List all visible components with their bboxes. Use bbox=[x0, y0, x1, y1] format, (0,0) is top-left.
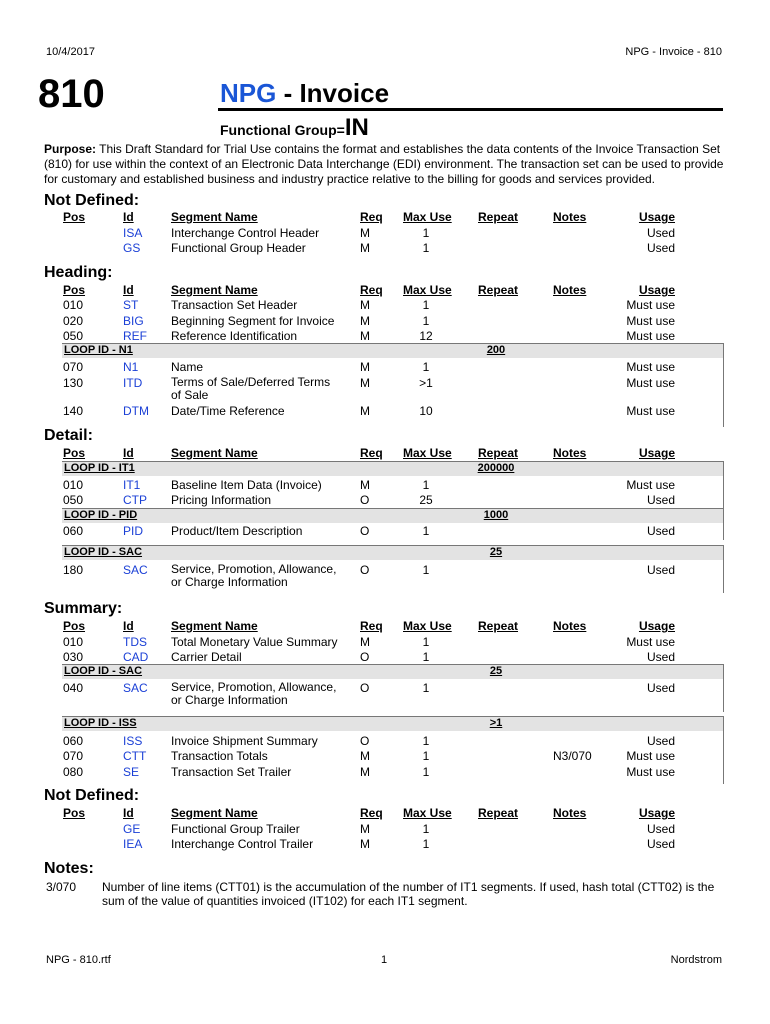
column-header-pos: Pos bbox=[63, 210, 86, 224]
loop-repeat: 25 bbox=[489, 665, 503, 677]
column-header-id: Id bbox=[123, 446, 134, 460]
segment-row bbox=[0, 822, 770, 838]
segment-row bbox=[0, 360, 770, 376]
loop-id: LOOP ID - ISS bbox=[64, 717, 137, 729]
column-header-req: Req bbox=[360, 283, 383, 297]
segment-name: Interchange Control Header bbox=[171, 226, 320, 240]
functional-group bbox=[220, 114, 369, 142]
notes-title: Notes: bbox=[44, 860, 94, 877]
loop-id: LOOP ID - IT1 bbox=[64, 462, 135, 474]
column-header-repeat: Repeat bbox=[478, 210, 519, 224]
segment-usage: Must use bbox=[626, 765, 675, 779]
segment-pos: 130 bbox=[63, 376, 84, 390]
segment-name: Total Monetary Value Summary bbox=[171, 635, 338, 649]
segment-name: Service, Promotion, Allowance, or Charge Information bbox=[171, 680, 337, 707]
functional-group-label: Functional Group= bbox=[220, 122, 345, 138]
purpose-text: This Draft Standard for Trial Use contains the format and establishes the data contents of the Invoice Transaction Set (810) for use within the context of an Electronic Data Interchange (EDI) environment. The transaction set can be used to provide for customary and established business and industry practice relative to the billing for goods and services provided. bbox=[44, 142, 724, 186]
column-header-name: Segment Name bbox=[171, 446, 258, 460]
segment-pos: 140 bbox=[63, 404, 84, 418]
segment-row bbox=[0, 680, 770, 707]
segment-req: M bbox=[360, 226, 370, 240]
section-title: Detail: bbox=[44, 427, 93, 444]
segment-name: Service, Promotion, Allowance, or Charge Information bbox=[171, 562, 337, 589]
column-header-repeat: Repeat bbox=[478, 283, 519, 297]
transaction-code: 810 bbox=[38, 72, 105, 116]
loop-header bbox=[62, 716, 724, 731]
segment-req: O bbox=[360, 563, 370, 577]
column-header-notes: Notes bbox=[553, 619, 587, 633]
loop-header bbox=[62, 508, 724, 523]
segment-pos: 010 bbox=[63, 478, 84, 492]
column-header-id: Id bbox=[123, 283, 134, 297]
segment-id-link[interactable]: ST bbox=[123, 298, 139, 312]
segment-row bbox=[0, 241, 770, 257]
segment-max-use: 1 bbox=[422, 478, 430, 492]
loop-id: LOOP ID - SAC bbox=[64, 665, 143, 677]
loop-header bbox=[62, 664, 724, 679]
loop-repeat: 25 bbox=[489, 546, 503, 558]
segment-pos: 070 bbox=[63, 749, 84, 763]
segment-id-link[interactable]: ISS bbox=[123, 734, 143, 748]
column-header-usage: Usage bbox=[638, 210, 675, 224]
segment-max-use: 1 bbox=[422, 837, 430, 851]
segment-max-use: >1 bbox=[419, 376, 433, 390]
segment-max-use: 1 bbox=[422, 822, 430, 836]
segment-name: Baseline Item Data (Invoice) bbox=[171, 478, 322, 492]
loop-repeat: 1000 bbox=[483, 509, 509, 521]
header-date: 10/4/2017 bbox=[46, 46, 95, 58]
column-header-max: Max Use bbox=[403, 446, 452, 460]
segment-id-link[interactable]: ISA bbox=[123, 226, 143, 240]
segment-max-use: 1 bbox=[422, 241, 430, 255]
segment-req: M bbox=[360, 298, 370, 312]
segment-max-use: 1 bbox=[422, 650, 430, 664]
segment-req: O bbox=[360, 524, 370, 538]
footer-page-number: 1 bbox=[381, 954, 388, 966]
segment-id-link[interactable]: BIG bbox=[123, 314, 144, 328]
segment-req: M bbox=[360, 241, 370, 255]
segment-max-use: 10 bbox=[419, 404, 433, 418]
segment-row bbox=[0, 749, 770, 765]
brand-name: NPG bbox=[220, 78, 277, 108]
segment-name: Name bbox=[171, 360, 204, 374]
segment-max-use: 12 bbox=[419, 329, 433, 343]
column-header-pos: Pos bbox=[63, 283, 86, 297]
column-header-usage: Usage bbox=[638, 283, 675, 297]
loop-repeat: >1 bbox=[489, 717, 503, 729]
loop-header bbox=[62, 343, 724, 358]
loop-repeat: 200000 bbox=[477, 462, 515, 474]
segment-req: O bbox=[360, 493, 370, 507]
title-divider bbox=[218, 108, 723, 111]
segment-name: Transaction Totals bbox=[171, 749, 268, 763]
segment-max-use: 1 bbox=[422, 765, 430, 779]
segment-name: Functional Group Header bbox=[171, 241, 306, 255]
segment-req: M bbox=[360, 822, 370, 836]
column-header-usage: Usage bbox=[638, 806, 675, 820]
column-header-req: Req bbox=[360, 210, 383, 224]
segment-row bbox=[0, 734, 770, 750]
column-header-row bbox=[0, 283, 770, 299]
segment-id-link[interactable]: IT1 bbox=[123, 478, 141, 492]
column-header-req: Req bbox=[360, 806, 383, 820]
column-header-req: Req bbox=[360, 619, 383, 633]
segment-pos: 070 bbox=[63, 360, 84, 374]
segment-max-use: 1 bbox=[422, 298, 430, 312]
segment-usage: Used bbox=[646, 226, 675, 240]
segment-name: Beginning Segment for Invoice bbox=[171, 314, 335, 328]
column-header-max: Max Use bbox=[403, 210, 452, 224]
segment-usage: Used bbox=[646, 493, 675, 507]
segment-id-link[interactable]: GE bbox=[123, 822, 141, 836]
footer-filename: NPG - 810.rtf bbox=[46, 954, 111, 966]
segment-name: Pricing Information bbox=[171, 493, 272, 507]
segment-row bbox=[0, 478, 770, 494]
segment-req: O bbox=[360, 734, 370, 748]
segment-row bbox=[0, 375, 770, 402]
segment-max-use: 1 bbox=[422, 563, 430, 577]
segment-max-use: 1 bbox=[422, 635, 430, 649]
segment-req: M bbox=[360, 360, 370, 374]
column-header-row bbox=[0, 446, 770, 462]
segment-req: M bbox=[360, 765, 370, 779]
segment-max-use: 25 bbox=[419, 493, 433, 507]
segment-name: Invoice Shipment Summary bbox=[171, 734, 318, 748]
segment-usage: Must use bbox=[626, 360, 675, 374]
segment-usage: Must use bbox=[626, 329, 675, 343]
footer-company: Nordstrom bbox=[670, 954, 722, 966]
segment-pos: 060 bbox=[63, 734, 84, 748]
segment-usage: Must use bbox=[626, 404, 675, 418]
segment-pos: 060 bbox=[63, 524, 84, 538]
loop-repeat: 200 bbox=[486, 344, 506, 356]
section-title: Not Defined: bbox=[44, 787, 140, 804]
segment-req: O bbox=[360, 681, 370, 695]
segment-req: M bbox=[360, 376, 370, 390]
segment-req: M bbox=[360, 635, 370, 649]
segment-row bbox=[0, 837, 770, 853]
segment-id-link[interactable]: GS bbox=[123, 241, 141, 255]
segment-name: Terms of Sale/Deferred Terms of Sale bbox=[171, 375, 331, 402]
segment-id-link[interactable]: CAD bbox=[123, 650, 149, 664]
segment-id-link[interactable]: IEA bbox=[123, 837, 143, 851]
section-title: Summary: bbox=[44, 600, 123, 617]
segment-usage: Used bbox=[646, 837, 675, 851]
column-header-pos: Pos bbox=[63, 806, 86, 820]
segment-name: Transaction Set Header bbox=[171, 298, 298, 312]
loop-id: LOOP ID - N1 bbox=[64, 344, 133, 356]
column-header-max: Max Use bbox=[403, 283, 452, 297]
segment-req: M bbox=[360, 329, 370, 343]
segment-max-use: 1 bbox=[422, 524, 430, 538]
column-header-id: Id bbox=[123, 619, 134, 633]
column-header-notes: Notes bbox=[553, 806, 587, 820]
segment-req: M bbox=[360, 749, 370, 763]
segment-req: M bbox=[360, 404, 370, 418]
segment-id-link[interactable]: ITD bbox=[123, 376, 143, 390]
segment-max-use: 1 bbox=[422, 734, 430, 748]
header-doc-title: NPG - Invoice - 810 bbox=[625, 46, 722, 58]
section-title: Not Defined: bbox=[44, 192, 140, 209]
segment-pos: 010 bbox=[63, 635, 84, 649]
segment-id-link[interactable]: PID bbox=[123, 524, 144, 538]
loop-header bbox=[62, 545, 724, 560]
column-header-row bbox=[0, 806, 770, 822]
segment-name: Carrier Detail bbox=[171, 650, 242, 664]
column-header-notes: Notes bbox=[553, 283, 587, 297]
column-header-pos: Pos bbox=[63, 619, 86, 633]
column-header-repeat: Repeat bbox=[478, 619, 519, 633]
segment-name: Functional Group Trailer bbox=[171, 822, 300, 836]
column-header-req: Req bbox=[360, 446, 383, 460]
purpose-label: Purpose: bbox=[44, 142, 97, 156]
segment-name: Reference Identification bbox=[171, 329, 298, 343]
segment-usage: Must use bbox=[626, 314, 675, 328]
purpose-paragraph bbox=[44, 142, 734, 187]
title-text: - Invoice bbox=[276, 78, 390, 108]
segment-pos: 010 bbox=[63, 298, 84, 312]
segment-row bbox=[0, 562, 770, 589]
loop-id: LOOP ID - SAC bbox=[64, 546, 143, 558]
segment-usage: Must use bbox=[626, 376, 675, 390]
note-id: 3/070 bbox=[46, 880, 77, 894]
segment-id-link[interactable]: REF bbox=[123, 329, 147, 343]
segment-id-link[interactable]: SAC bbox=[123, 681, 148, 695]
segment-id-link[interactable]: SAC bbox=[123, 563, 148, 577]
column-header-pos: Pos bbox=[63, 446, 86, 460]
segment-usage: Used bbox=[646, 681, 675, 695]
column-header-notes: Notes bbox=[553, 446, 587, 460]
segment-max-use: 1 bbox=[422, 360, 430, 374]
note-text: Number of line items (CTT01) is the accumulation of the number of IT1 segments. If used, hash total (CTT02) is the sum of the value of quantities invoiced (IT102) for each IT1 segment. bbox=[102, 880, 715, 908]
column-header-id: Id bbox=[123, 210, 134, 224]
column-header-row bbox=[0, 619, 770, 635]
segment-req: M bbox=[360, 837, 370, 851]
loop-header bbox=[62, 461, 724, 476]
segment-usage: Used bbox=[646, 822, 675, 836]
segment-id-link[interactable]: SE bbox=[123, 765, 140, 779]
segment-row bbox=[0, 404, 770, 420]
section-title: Heading: bbox=[44, 264, 113, 281]
segment-max-use: 1 bbox=[422, 681, 430, 695]
column-header-notes: Notes bbox=[553, 210, 587, 224]
segment-row bbox=[0, 493, 770, 509]
column-header-name: Segment Name bbox=[171, 283, 258, 297]
segment-name: Interchange Control Trailer bbox=[171, 837, 314, 851]
segment-pos: 020 bbox=[63, 314, 84, 328]
segment-pos: 050 bbox=[63, 329, 84, 343]
segment-id-link[interactable]: DTM bbox=[123, 404, 149, 418]
column-header-max: Max Use bbox=[403, 619, 452, 633]
segment-row bbox=[0, 765, 770, 781]
segment-req: O bbox=[360, 650, 370, 664]
segment-max-use: 1 bbox=[422, 314, 430, 328]
segment-row bbox=[0, 298, 770, 314]
segment-pos: 080 bbox=[63, 765, 84, 779]
segment-usage: Used bbox=[646, 241, 675, 255]
column-header-repeat: Repeat bbox=[478, 446, 519, 460]
segment-row bbox=[0, 314, 770, 330]
column-header-repeat: Repeat bbox=[478, 806, 519, 820]
column-header-max: Max Use bbox=[403, 806, 452, 820]
segment-usage: Must use bbox=[626, 478, 675, 492]
page-title bbox=[220, 78, 389, 109]
segment-row bbox=[0, 524, 770, 540]
segment-usage: Used bbox=[646, 734, 675, 748]
segment-id-link[interactable]: TDS bbox=[123, 635, 147, 649]
segment-pos: 040 bbox=[63, 681, 84, 695]
column-header-id: Id bbox=[123, 806, 134, 820]
segment-req: M bbox=[360, 478, 370, 492]
segment-row bbox=[0, 635, 770, 651]
segment-usage: Must use bbox=[626, 635, 675, 649]
segment-pos: 030 bbox=[63, 650, 84, 664]
segment-max-use: 1 bbox=[422, 226, 430, 240]
column-header-usage: Usage bbox=[638, 619, 675, 633]
column-header-name: Segment Name bbox=[171, 806, 258, 820]
segment-pos: 180 bbox=[63, 563, 84, 577]
segment-row bbox=[0, 226, 770, 242]
column-header-usage: Usage bbox=[638, 446, 675, 460]
segment-usage: Used bbox=[646, 524, 675, 538]
segment-id-link[interactable]: N1 bbox=[123, 360, 139, 374]
column-header-row bbox=[0, 210, 770, 226]
segment-name: Product/Item Description bbox=[171, 524, 303, 538]
segment-name: Date/Time Reference bbox=[171, 404, 285, 418]
segment-notes: N3/070 bbox=[553, 749, 592, 763]
functional-group-value: IN bbox=[344, 114, 369, 141]
segment-id-link[interactable]: CTT bbox=[123, 749, 147, 763]
segment-max-use: 1 bbox=[422, 749, 430, 763]
segment-usage: Used bbox=[646, 650, 675, 664]
segment-req: M bbox=[360, 314, 370, 328]
segment-pos: 050 bbox=[63, 493, 84, 507]
column-header-name: Segment Name bbox=[171, 619, 258, 633]
segment-name: Transaction Set Trailer bbox=[171, 765, 292, 779]
segment-id-link[interactable]: CTP bbox=[123, 493, 147, 507]
column-header-name: Segment Name bbox=[171, 210, 258, 224]
segment-usage: Must use bbox=[626, 298, 675, 312]
loop-id: LOOP ID - PID bbox=[64, 509, 138, 521]
segment-usage: Used bbox=[646, 563, 675, 577]
segment-usage: Must use bbox=[626, 749, 675, 763]
